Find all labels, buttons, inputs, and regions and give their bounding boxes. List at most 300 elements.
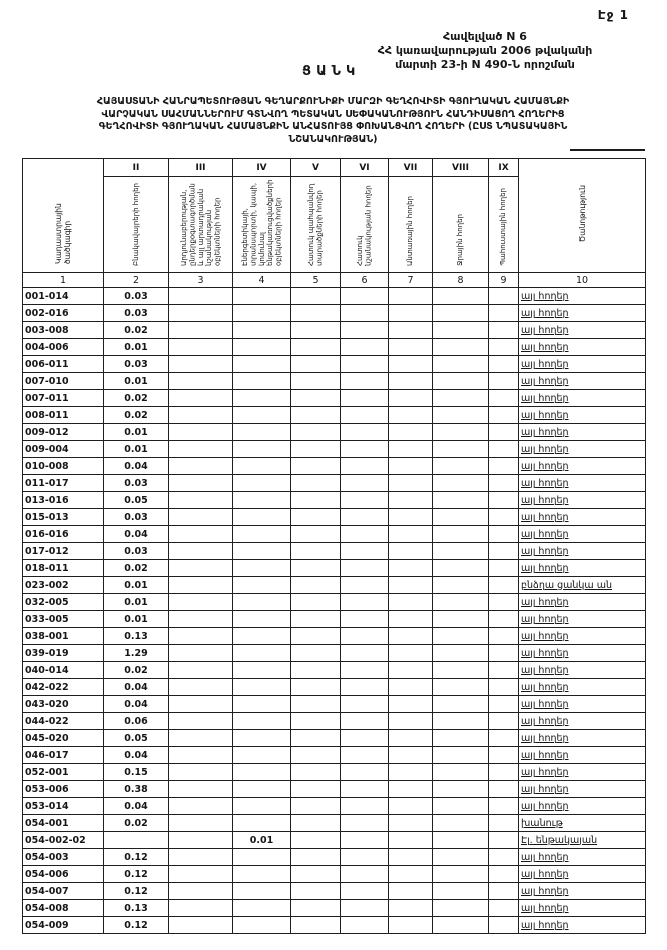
table-row [23,815,646,832]
area-value-cell [389,526,433,543]
cadastral-code-cell: 002-016 [23,305,104,322]
area-value-cell [433,339,489,356]
area-value-cell [169,390,233,407]
area-value-cell [169,509,233,526]
col-label-4 [233,177,291,273]
area-value-cell [489,305,519,322]
cadastral-code-cell: 018-011 [23,560,104,577]
area-value-cell: 0.04 [104,679,169,696]
area-value-cell [169,815,233,832]
cadastral-code-cell: 032-005 [23,594,104,611]
area-value-cell [489,917,519,934]
col-num: 10 [519,273,646,288]
col-label-2 [104,177,169,273]
area-value-cell [389,815,433,832]
area-value-cell [341,832,389,849]
area-value-cell: 0.01 [233,832,291,849]
area-value-cell [433,322,489,339]
area-value-cell [389,560,433,577]
note-cell: այլ հողեր [519,373,646,390]
land-parcel-table [22,158,646,934]
area-value-cell [433,305,489,322]
area-value-cell: 0.12 [104,917,169,934]
area-value-cell [169,543,233,560]
area-value-cell [389,475,433,492]
table-row [23,713,646,730]
area-value-cell [341,747,389,764]
area-value-cell [233,679,291,696]
area-value-cell [169,662,233,679]
area-value-cell [291,747,341,764]
area-value-cell [291,526,341,543]
col-label-text: Հատուկ պահպանվող տարածքների հողեր [307,183,324,266]
area-value-cell [433,594,489,611]
area-value-cell [489,849,519,866]
area-value-cell [233,390,291,407]
area-value-cell [169,526,233,543]
table-row [23,390,646,407]
area-value-cell [233,339,291,356]
col-label-5 [291,177,341,273]
area-value-cell [291,458,341,475]
table-row [23,747,646,764]
col-label-text: Ջրային հողեր [456,214,465,266]
table-row [23,373,646,390]
table-row [23,509,646,526]
area-value-cell: 0.13 [104,628,169,645]
roman-col-9: IX [489,159,519,177]
table-row [23,883,646,900]
title-line: ՀԱՅԱՍՏԱՆԻ ՀԱՆՐԱՊԵՏՈՒԹՅԱՆ ԳԵՂԱՐՔՈՒՆԻՔԻ ՄԱՐԶԻ ԳԵՂՀՈՎԻՏԻ ԳՅՈՒՂԱԿԱՆ ՀԱՄԱՅՆՔԻ [96,96,570,107]
table-row [23,645,646,662]
area-value-cell [291,322,341,339]
area-value-cell [389,373,433,390]
area-value-cell [341,628,389,645]
area-value-cell [489,560,519,577]
area-value-cell [433,526,489,543]
title-line: ՎԱՐՉԱԿԱՆ ՍԱՀՄԱՆՆԵՐՈՒՄ ԳՏՆՎՈՂ ՊԵՏԱԿԱՆ ՍԵՓԱԿԱՆՈՒԹՅՈՒՆ ՀԱՆԴԻՍԱՑՈՂ ՀՈՂԵՐԻՑ [101,108,565,120]
area-value-cell [389,492,433,509]
area-value-cell [433,458,489,475]
table-row [23,577,646,594]
area-value-cell [291,866,341,883]
area-value-cell [489,815,519,832]
cadastral-code-cell: 054-006 [23,866,104,883]
col-num: 9 [489,273,519,288]
col-num: 6 [341,273,389,288]
col-num: 5 [291,273,341,288]
area-value-cell [433,509,489,526]
area-value-cell [233,407,291,424]
cadastral-code-cell: 004-006 [23,339,104,356]
area-value-cell [389,305,433,322]
area-value-cell [169,679,233,696]
area-value-cell: 0.03 [104,475,169,492]
area-value-cell [489,900,519,917]
table-row [23,679,646,696]
note-cell: այլ հողեր [519,747,646,764]
area-value-cell [433,713,489,730]
area-value-cell [291,543,341,560]
area-value-cell [489,781,519,798]
list-label: ՑԱՆԿ [302,64,361,79]
cadastral-code-cell: 054-001 [23,815,104,832]
area-value-cell [489,883,519,900]
area-value-cell [433,475,489,492]
area-value-cell [169,339,233,356]
area-value-cell [169,611,233,628]
area-value-cell: 0.03 [104,305,169,322]
cadastral-code-cell: 054-007 [23,883,104,900]
area-value-cell: 0.12 [104,866,169,883]
area-value-cell [489,679,519,696]
area-value-cell [489,713,519,730]
roman-numeral-row [23,159,646,177]
note-cell: այլ հողեր [519,441,646,458]
area-value-cell [433,424,489,441]
area-value-cell [489,696,519,713]
area-value-cell [433,917,489,934]
area-value-cell [489,492,519,509]
area-value-cell: 0.01 [104,424,169,441]
cadastral-code-cell: 046-017 [23,747,104,764]
table-row [23,441,646,458]
cadastral-code-cell: 054-008 [23,900,104,917]
area-value-cell [433,373,489,390]
area-value-cell [389,628,433,645]
area-value-cell [291,713,341,730]
note-cell: այլ հողեր [519,390,646,407]
area-value-cell [341,883,389,900]
area-value-cell [341,339,389,356]
table-row [23,305,646,322]
area-value-cell [233,662,291,679]
area-value-cell [104,832,169,849]
table-row [23,356,646,373]
table-row [23,781,646,798]
page-number: Էջ 1 [597,8,629,22]
area-value-cell: 0.02 [104,322,169,339]
area-value-cell [389,424,433,441]
area-value-cell [433,696,489,713]
area-value-cell [233,594,291,611]
area-value-cell [489,339,519,356]
area-value-cell [341,526,389,543]
area-value-cell [291,424,341,441]
roman-col-6: VI [341,159,389,177]
area-value-cell [389,662,433,679]
area-value-cell [291,373,341,390]
col-label-8 [433,177,489,273]
area-value-cell [169,356,233,373]
area-value-cell [169,883,233,900]
area-value-cell: 0.01 [104,594,169,611]
area-value-cell: 0.15 [104,764,169,781]
area-value-cell [169,730,233,747]
area-value-cell [341,764,389,781]
area-value-cell [233,645,291,662]
note-cell: այլ հողեր [519,543,646,560]
note-cell: այլ հողեր [519,900,646,917]
area-value-cell [341,713,389,730]
table-row [23,492,646,509]
area-value-cell [291,577,341,594]
cadastral-code-cell: 023-002 [23,577,104,594]
table-row [23,917,646,934]
area-value-cell [291,662,341,679]
area-value-cell [489,764,519,781]
area-value-cell [389,339,433,356]
area-value-cell [433,577,489,594]
cadastral-code-cell: 017-012 [23,543,104,560]
area-value-cell [341,849,389,866]
area-value-cell [291,730,341,747]
col-label-text: Պահուստային հողեր [499,188,508,266]
cadastral-code-cell: 015-013 [23,509,104,526]
note-cell: այլ հողեր [519,594,646,611]
area-value-cell: 0.12 [104,883,169,900]
cadastral-code-cell: 007-010 [23,373,104,390]
note-cell: այլ հողեր [519,645,646,662]
note-cell: այլ հողեր [519,407,646,424]
table-row [23,849,646,866]
area-value-cell [233,356,291,373]
area-value-cell: 0.02 [104,662,169,679]
area-value-cell [433,645,489,662]
area-value-cell [489,509,519,526]
table-row [23,832,646,849]
area-value-cell [291,832,341,849]
note-cell: Էլ. ենթակայան [519,832,646,849]
area-value-cell [169,917,233,934]
area-value-cell [233,781,291,798]
area-value-cell [233,322,291,339]
roman-col-3: III [169,159,233,177]
cadastral-code-cell: 038-001 [23,628,104,645]
roman-col-4: IV [233,159,291,177]
area-value-cell [341,917,389,934]
area-value-cell [291,611,341,628]
area-value-cell [433,543,489,560]
area-value-cell: 0.04 [104,747,169,764]
area-value-cell: 0.02 [104,815,169,832]
area-value-cell [341,577,389,594]
area-value-cell [169,458,233,475]
area-value-cell [433,849,489,866]
cadastral-code-cell: 052-001 [23,764,104,781]
appendix-line: ՀՀ կառավարության 2006 թվականի [377,43,593,57]
area-value-cell [389,679,433,696]
area-value-cell [233,526,291,543]
note-cell: այլ հողեր [519,849,646,866]
area-value-cell [341,662,389,679]
area-value-cell [433,679,489,696]
cadastral-code-cell: 053-014 [23,798,104,815]
area-value-cell [341,866,389,883]
area-value-cell [389,849,433,866]
col-label-9 [489,177,519,273]
area-value-cell [291,390,341,407]
area-value-cell [433,628,489,645]
area-value-cell [233,730,291,747]
area-value-cell [433,832,489,849]
note-cell: այլ հողեր [519,611,646,628]
note-cell: այլ հողեր [519,730,646,747]
area-value-cell [341,594,389,611]
area-value-cell [433,407,489,424]
area-value-cell [169,781,233,798]
area-value-cell [291,475,341,492]
note-cell: այլ հողեր [519,560,646,577]
area-value-cell [169,424,233,441]
area-value-cell [389,713,433,730]
table-row [23,475,646,492]
roman-col-7: VII [389,159,433,177]
col-num: 3 [169,273,233,288]
area-value-cell [341,458,389,475]
cadastral-code-cell: 011-017 [23,475,104,492]
area-value-cell [341,356,389,373]
area-value-cell [291,900,341,917]
table-row [23,458,646,475]
area-value-cell [169,866,233,883]
note-cell: այլ հողեր [519,492,646,509]
col-label-text: Բնակավայրերի հողեր [131,183,140,266]
area-value-cell [291,594,341,611]
area-value-cell: 0.01 [104,577,169,594]
area-value-cell [169,594,233,611]
note-cell: այլ հողեր [519,798,646,815]
note-cell: այլ հողեր [519,662,646,679]
area-value-cell [169,492,233,509]
col-label-3 [169,177,233,273]
roman-col-5: V [291,159,341,177]
note-cell: այլ հողեր [519,424,646,441]
cadastral-code-cell: 007-011 [23,390,104,407]
area-value-cell [341,611,389,628]
table-row [23,730,646,747]
table-row [23,866,646,883]
cadastral-code-cell: 054-003 [23,849,104,866]
area-value-cell [489,356,519,373]
area-value-cell [291,849,341,866]
table-body [23,288,646,934]
area-value-cell: 0.04 [104,798,169,815]
area-value-cell [389,764,433,781]
note-header-label: Ծանոթություն [577,185,587,243]
area-value-cell [433,815,489,832]
area-value-cell: 0.02 [104,560,169,577]
area-value-cell [169,764,233,781]
note-cell: այլ հողեր [519,339,646,356]
area-value-cell [341,288,389,305]
note-cell: այլ հողեր [519,713,646,730]
note-header-cell [519,159,646,273]
area-value-cell [489,526,519,543]
area-value-cell [341,322,389,339]
area-value-cell: 0.02 [104,407,169,424]
col-num: 2 [104,273,169,288]
area-value-cell: 0.01 [104,441,169,458]
area-value-cell [389,288,433,305]
note-cell: այլ հողեր [519,764,646,781]
area-value-cell [389,730,433,747]
area-value-cell [489,594,519,611]
area-value-cell [291,917,341,934]
table-row [23,662,646,679]
cadastral-code-cell: 013-016 [23,492,104,509]
area-value-cell [433,390,489,407]
table-row [23,407,646,424]
area-value-cell [233,798,291,815]
table-row [23,288,646,305]
area-value-cell [233,866,291,883]
area-value-cell: 0.04 [104,526,169,543]
area-value-cell [291,560,341,577]
area-value-cell: 0.01 [104,373,169,390]
area-value-cell [169,305,233,322]
area-value-cell [389,832,433,849]
area-value-cell [169,798,233,815]
area-value-cell [389,577,433,594]
area-value-cell [341,475,389,492]
note-cell: այլ հողեր [519,628,646,645]
area-value-cell [233,747,291,764]
area-value-cell [233,696,291,713]
cadastral-code-cell: 039-019 [23,645,104,662]
area-value-cell [341,492,389,509]
area-value-cell [291,407,341,424]
area-value-cell [233,458,291,475]
area-value-cell [233,424,291,441]
area-value-cell [233,509,291,526]
note-cell: այլ հողեր [519,696,646,713]
note-cell: այլ հողեր [519,866,646,883]
area-value-cell [291,305,341,322]
cadastral-code-cell: 042-022 [23,679,104,696]
area-value-cell [389,390,433,407]
table-row [23,322,646,339]
area-value-cell [233,628,291,645]
area-value-cell [489,645,519,662]
table-row [23,628,646,645]
area-value-cell [291,645,341,662]
area-value-cell [433,798,489,815]
col-num: 1 [23,273,104,288]
column-number-row [23,273,646,288]
area-value-cell [291,764,341,781]
area-value-cell [291,492,341,509]
note-cell: այլ հողեր [519,288,646,305]
area-value-cell [489,577,519,594]
note-cell: այլ հողեր [519,458,646,475]
cadastral-code-cell: 008-011 [23,407,104,424]
col-label-text: Հատուկ նշանակության հողեր [356,185,373,266]
area-value-cell [233,492,291,509]
cadastral-code-cell: 033-005 [23,611,104,628]
appendix-block [310,30,660,71]
area-value-cell [433,747,489,764]
area-value-cell [291,696,341,713]
note-cell: խանութ [519,815,646,832]
cadastral-code-cell: 010-008 [23,458,104,475]
area-value-cell [169,475,233,492]
appendix-line: Հավելված N 6 [443,30,527,43]
area-value-cell [433,730,489,747]
area-value-cell [489,407,519,424]
area-value-cell [489,475,519,492]
area-value-cell [389,866,433,883]
